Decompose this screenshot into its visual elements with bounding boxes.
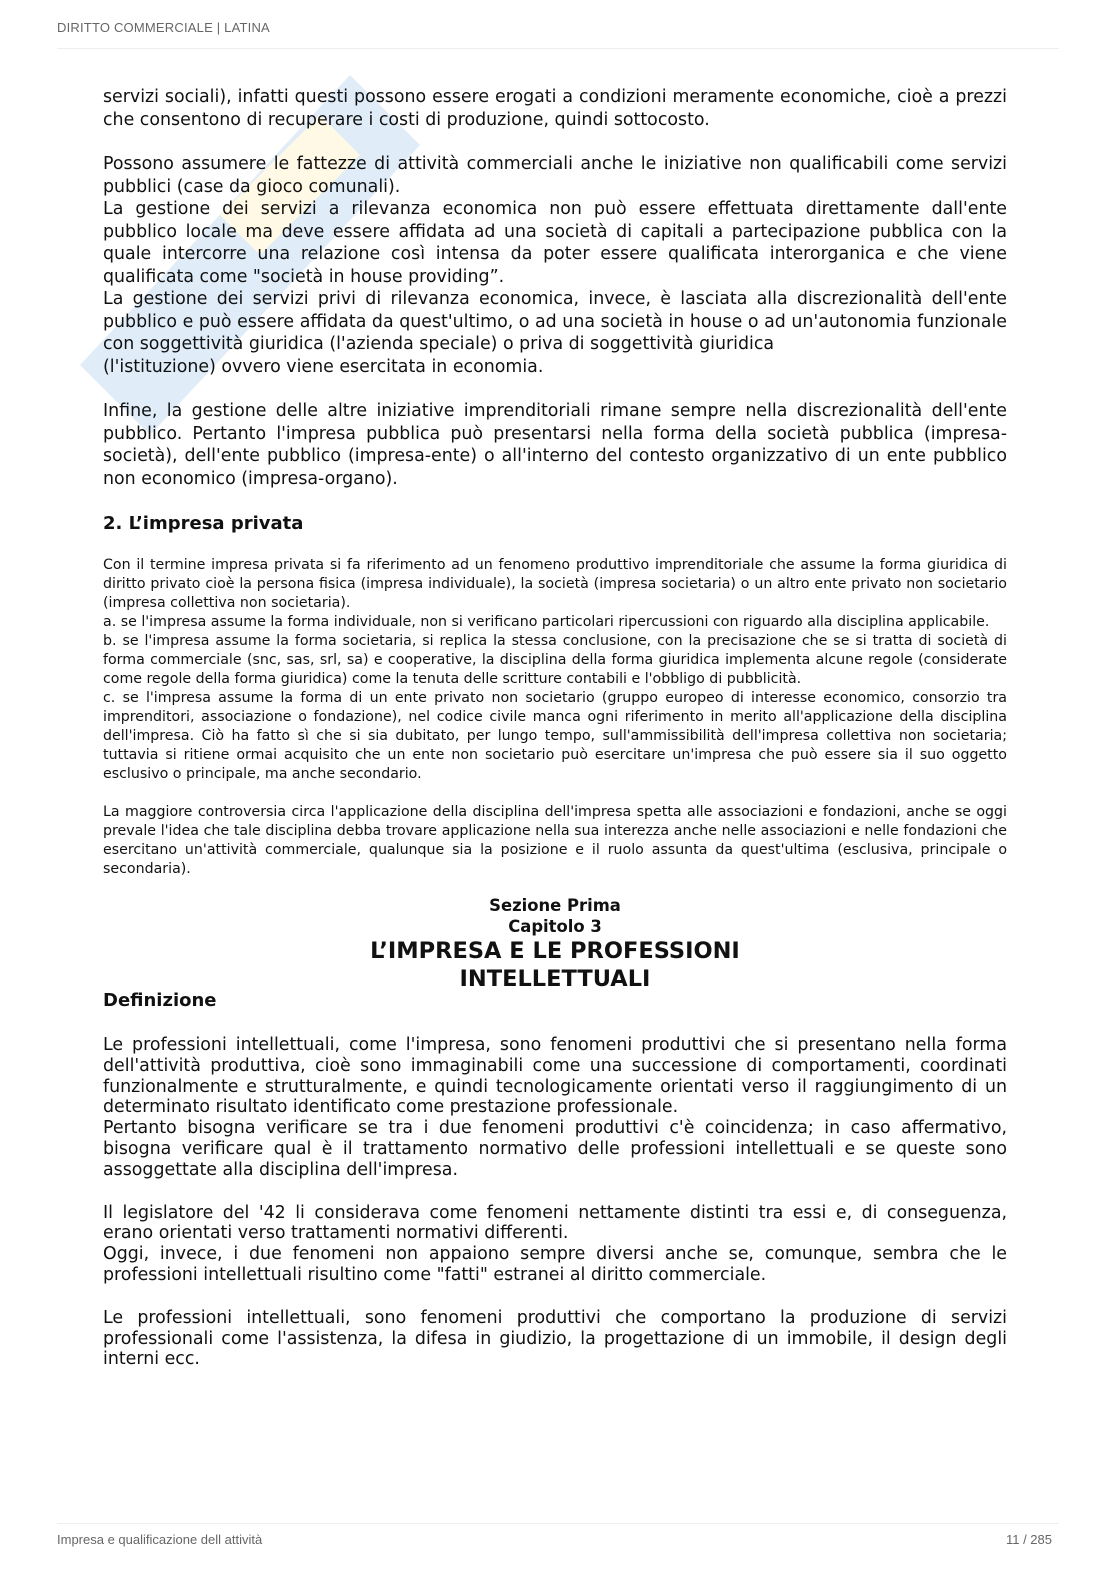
small-paragraph: Con il termine impresa privata si fa riferimento ad un fenomeno produttivo imprenditoriale che assume la forma giuridica di diritto privato cioè la persona fisica (impresa individuale), la società (impresa societaria) o un altro ente privato non societario (impresa collettiva non societaria). (103, 557, 1007, 611)
paragraph: Le professioni intellettuali, come l'impresa, sono fenomeni produttivi che si presentano nella forma dell'attività produttiva, cioè sono immaginabili come una successione di comportamenti, coordinati funzionalmente e strutturalmente, e quindi tecnologicamente orientati verso il raggiungimento di un determinato risultato identificato come prestazione professionale. (103, 1035, 1007, 1118)
small-paragraph: b. se l'impresa assume la forma societaria, si replica la stessa conclusione, con la precisazione che se si tratta di società di forma commerciale (snc, sas, srl, sa) e cooperative, la disciplina della forma giuridica implementa alcune regole (considerate come regole della forma giuridica) come la tenuta delle scritture contabili e l'obbligo di pubblicità. (103, 633, 1007, 687)
small-paragraph: La maggiore controversia circa l'applicazione della disciplina dell'impresa spetta alle associazioni e fondazioni, anche se oggi prevale l'idea che tale disciplina debba trovare applicazione nella sua interezza anche nelle associazioni e nelle fondazioni che esercitano un'attività commerciale, qualunque sia la posizione e il ruolo assunta da quest'ultima (esclusiva, principale o secondaria). (103, 804, 1007, 877)
paragraph: Le professioni intellettuali, sono fenomeni produttivi che comportano la produzione di servizi professionali come l'assistenza, la difesa in giudizio, la progettazione di un immobile, il design degli interni ecc. (103, 1307, 1007, 1370)
paragraph: La gestione dei servizi privi di rilevanza economica, invece, è lasciata alla discrezionalità dell'ente pubblico e può essere affidata da quest'ultimo, o ad una società in house o ad un'autonomia funzionale con soggettività giuridica (l'azienda speciale) o priva di soggettività giuridica (103, 289, 1007, 354)
page-header-title: DIRITTO COMMERCIALE | LATINA (57, 20, 270, 35)
header-divider (57, 48, 1059, 49)
footer-divider (57, 1523, 1059, 1524)
paragraph: servizi sociali), infatti questi possono essere erogati a condizioni meramente economiche, cioè a prezzi che consentono di recuperare i costi di produzione, quindi sottocosto. (103, 87, 1007, 130)
paragraph: Infine, la gestione delle altre iniziative imprenditoriali rimane sempre nella discrezionalità dell'ente pubblico. Pertanto l'impresa pubblica può presentarsi nella forma della società pubblica (impresa-società), dell'ente pubblico (impresa-ente) o all'interno del contesto organizzativo di un ente pubblico non economico (impresa-organo). (103, 401, 1007, 489)
page-number: 11 / 285 (1005, 1532, 1052, 1547)
paragraph: Oggi, invece, i due fenomeni non appaiono sempre diversi anche se, comunque, sembra che le professioni intellettuali risultino come "fatti" estranei al diritto commerciale. (103, 1244, 1007, 1285)
small-paragraph: a. se l'impresa assume la forma individuale, non si verificano particolari ripercussioni con riguardo alla disciplina applicabile. (103, 614, 990, 630)
chapter-heading (103, 895, 1007, 993)
footer-chapter-title: Impresa e qualificazione dell attività (57, 1532, 263, 1547)
paragraph: La gestione dei servizi a rilevanza economica non può essere effettuata direttamente dall'ente pubblico locale ma deve essere affidata ad una società di capitali a partecipazione pubblica con la quale intercorre una relazione così intensa da poter essere qualificata interorganica e che viene qualificata come "società in house providing”. (103, 199, 1007, 287)
chapter-label: Capitolo 3 (508, 917, 602, 936)
paragraph: Pertanto bisogna verificare se tra i due fenomeni produttivi c'è coincidenza; in caso affermativo, bisogna verificare qual è il trattamento normativo delle professioni intellettuali e se queste sono assoggettate alla disciplina dell'impresa. (103, 1118, 1007, 1180)
paragraph: (l'istituzione) ovvero viene esercitata in economia. (103, 356, 544, 377)
small-paragraph: c. se l'impresa assume la forma di un ente privato non societario (gruppo europeo di interesse economico, consorzio tra imprenditori, associazione o fondazione), nel codice civile manca ogni riferimento in merito all'applicazione della disciplina dell'impresa. Ciò ha fatto sì che si sia dubitato, per lungo tempo, sull'ammissibilità dell'impresa collettiva non societaria; tuttavia si ritiene ormai acquisito che un ente non societario può esercitare un'impresa che può essere sia il suo oggetto esclusivo o principale, ma anche secondario. (103, 690, 1007, 782)
chapter-title: L’IMPRESA E LE PROFESSIONI (370, 938, 740, 964)
paragraph: Il legislatore del '42 li considerava come fenomeni nettamente distinti tra essi e, di conseguenza, erano orientati verso trattamenti normativi differenti. (103, 1202, 1007, 1244)
paragraph: Possono assumere le fattezze di attività commerciali anche le iniziative non qualificabili come servizi pubblici (case da gioco comunali). (103, 154, 1007, 197)
subsection-heading: Definizione (103, 990, 217, 1011)
section-heading: 2. L’impresa privata (103, 513, 304, 534)
section-label: Sezione Prima (489, 896, 621, 915)
page-content (103, 86, 1007, 1370)
chapter-title: INTELLETTUALI (459, 966, 651, 992)
